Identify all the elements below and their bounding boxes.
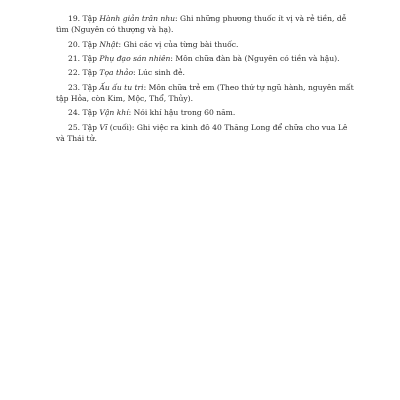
list-item-25 xyxy=(56,122,356,144)
item-description: : Ghi những phương thuốc ít vị và rẻ tiền, dễ tìm (Nguyên có thượng và hạ). xyxy=(56,14,347,35)
item-description: : Nói khí hậu trong 60 năm. xyxy=(128,108,236,118)
volume-title: Phụ đạo sán nhiên xyxy=(99,53,171,63)
item-description: : Môn chữa trẻ em (Theo thứ tự ngũ hành, nguyên mất tập Hỏa, còn Kim, Mộc, Thổ, Thủy). xyxy=(56,82,354,103)
item-description: : Môn chữa đàn bà (Nguyên có tiền và hậu). xyxy=(170,53,340,63)
item-number: 24. xyxy=(68,108,81,118)
list-item-24 xyxy=(56,107,356,118)
item-prefix: Tập xyxy=(82,14,97,23)
item-number: 22. xyxy=(68,68,81,78)
item-prefix: Tập xyxy=(82,68,97,78)
item-prefix: Tập xyxy=(82,53,97,63)
item-number: 23. xyxy=(68,82,81,92)
item-number: 25. xyxy=(68,122,81,132)
item-prefix: Tập xyxy=(82,108,97,118)
volume-title: Ấu ấu tu tri xyxy=(99,82,144,92)
list-item-23 xyxy=(56,82,356,104)
list-item-21 xyxy=(56,53,356,64)
item-description: (cuối): Ghi việc ra kinh đô 40 Thăng Long để chữa cho vua Lê và Thái tử. xyxy=(56,122,348,143)
item-description: : Ghi các vị của từng bài thuốc. xyxy=(118,39,239,49)
volume-title: Vận khí xyxy=(99,108,129,118)
volume-title: Tọa thảo xyxy=(99,68,134,78)
item-prefix: Tập xyxy=(82,39,97,49)
list-item-22 xyxy=(56,67,356,78)
item-prefix: Tập xyxy=(82,122,97,132)
item-number: 20. xyxy=(68,39,81,49)
item-number: 21. xyxy=(68,53,81,63)
list-item-20 xyxy=(56,39,356,50)
list-item-19 xyxy=(56,13,356,35)
document-page xyxy=(56,13,356,147)
item-number: 19. xyxy=(68,14,81,23)
volume-title: Nhật xyxy=(99,39,119,49)
item-description: : Lúc sinh đẻ. xyxy=(133,68,185,78)
volume-title: Vĩ xyxy=(99,122,108,132)
volume-title: Hành giản trân nhu xyxy=(99,14,176,23)
item-prefix: Tập xyxy=(82,82,97,92)
